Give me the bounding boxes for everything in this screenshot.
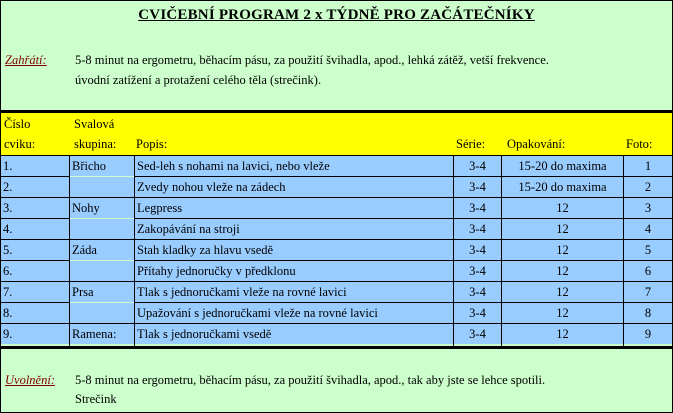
header-number-l2: cviku: <box>4 137 36 151</box>
row-photo: 9 <box>624 324 672 344</box>
row-photo: 8 <box>624 303 672 323</box>
header-reps: Opakování: <box>507 137 566 151</box>
warmup-text-line2: úvodní zatížení a protažení celého těla (strečink). <box>75 73 322 87</box>
row-separator <box>1 302 69 303</box>
row-separator <box>1 239 672 240</box>
table-row <box>1 156 672 176</box>
row-description: Přítahy jednoručky v předklonu <box>135 261 453 281</box>
row-separator <box>1 218 69 219</box>
row-reps: 12 <box>502 303 623 323</box>
row-photo: 2 <box>624 177 672 197</box>
row-separator <box>134 176 672 177</box>
row-muscle-group: Nohy <box>70 198 134 218</box>
row-muscle-group: Prsa <box>70 282 134 302</box>
header-sets: Série: <box>456 137 486 151</box>
row-separator <box>1 281 672 282</box>
page-title: CVIČEBNÍ PROGRAM 2 x TÝDNĚ PRO ZAČÁTEČNÍKY <box>138 7 535 23</box>
row-description: Zvedy nohou vleže na zádech <box>135 177 453 197</box>
col-line-2 <box>134 156 135 346</box>
header-group-l2: skupina: <box>74 137 117 151</box>
table-row <box>1 303 672 323</box>
row-photo: 5 <box>624 240 672 260</box>
row-sets: 3-4 <box>454 261 501 281</box>
row-sets: 3-4 <box>454 240 501 260</box>
row-reps: 12 <box>502 198 623 218</box>
row-reps: 12 <box>502 261 623 281</box>
row-number: 2. <box>1 177 69 197</box>
row-muscle-group: Záda <box>70 240 134 260</box>
header-number-l1: Číslo <box>4 117 31 131</box>
row-number: 1. <box>1 156 69 176</box>
row-reps: 12 <box>502 324 623 344</box>
row-separator <box>1 260 69 261</box>
header-group-l1: Svalová <box>74 117 115 131</box>
table-row <box>1 219 672 239</box>
row-separator <box>1 323 672 324</box>
row-muscle-group <box>70 177 134 197</box>
col-line-4 <box>501 156 502 346</box>
cooldown-text-line1: 5-8 minut na ergometru, běhacím pásu, za použití švihadla, apod., tak aby jste se lehce spotili. <box>75 373 546 387</box>
row-number: 6. <box>1 261 69 281</box>
row-muscle-group <box>70 261 134 281</box>
row-description: Upažování s jednoručkami vleže na rovné lavici <box>135 303 453 323</box>
row-description: Sed-leh s nohami na lavici, nebo vleže <box>135 156 453 176</box>
divider-bottom <box>1 346 672 349</box>
table-header <box>1 113 672 155</box>
row-muscle-group <box>70 303 134 323</box>
row-photo: 3 <box>624 198 672 218</box>
warmup-text-line1: 5-8 minut na ergometru, běhacím pásu, za použití švihadla, apod., lehká zátěž, vetší frekvence. <box>75 53 549 67</box>
col-line-5 <box>623 156 624 346</box>
row-sets: 3-4 <box>454 219 501 239</box>
row-muscle-group: Břicho <box>70 156 134 176</box>
row-sets: 3-4 <box>454 282 501 302</box>
row-reps: 12 <box>502 240 623 260</box>
row-reps: 15-20 do maxima <box>502 156 623 176</box>
row-description: Legpress <box>135 198 453 218</box>
row-separator <box>134 218 672 219</box>
row-separator <box>1 197 672 198</box>
row-photo: 6 <box>624 261 672 281</box>
row-photo: 1 <box>624 156 672 176</box>
row-reps: 12 <box>502 219 623 239</box>
table-row <box>1 240 672 260</box>
row-number: 9. <box>1 324 69 344</box>
row-number: 4. <box>1 219 69 239</box>
row-sets: 3-4 <box>454 177 501 197</box>
row-separator <box>1 176 69 177</box>
row-sets: 3-4 <box>454 198 501 218</box>
table-row <box>1 282 672 302</box>
row-description: Tlak s jednoručkami vleže na rovné lavici <box>135 282 453 302</box>
table-row <box>1 324 672 344</box>
table-row <box>1 261 672 281</box>
row-muscle-group <box>70 219 134 239</box>
row-reps: 12 <box>502 282 623 302</box>
row-sets: 3-4 <box>454 324 501 344</box>
row-sets: 3-4 <box>454 156 501 176</box>
row-description: Zakopávání na stroji <box>135 219 453 239</box>
row-number: 5. <box>1 240 69 260</box>
row-number: 7. <box>1 282 69 302</box>
col-line-1 <box>69 156 70 346</box>
row-muscle-group: Ramena: <box>70 324 134 344</box>
row-description: Tlak s jednoručkami vsedě <box>135 324 453 344</box>
col-line-3 <box>453 156 454 346</box>
warmup-label: Zahřátí: <box>5 53 47 67</box>
table-row <box>1 177 672 197</box>
row-separator <box>134 260 672 261</box>
table-row <box>1 198 672 218</box>
row-reps: 15-20 do maxima <box>502 177 623 197</box>
cooldown-text-line2: Strečink <box>75 392 117 406</box>
row-photo: 4 <box>624 219 672 239</box>
row-sets: 3-4 <box>454 303 501 323</box>
row-photo: 7 <box>624 282 672 302</box>
row-description: Stah kladky za hlavu vsedě <box>135 240 453 260</box>
header-description: Popis: <box>136 137 168 151</box>
row-number: 8. <box>1 303 69 323</box>
cooldown-label: Uvolnění: <box>5 373 55 387</box>
header-photo: Foto: <box>626 137 653 151</box>
row-separator <box>134 302 672 303</box>
row-number: 3. <box>1 198 69 218</box>
